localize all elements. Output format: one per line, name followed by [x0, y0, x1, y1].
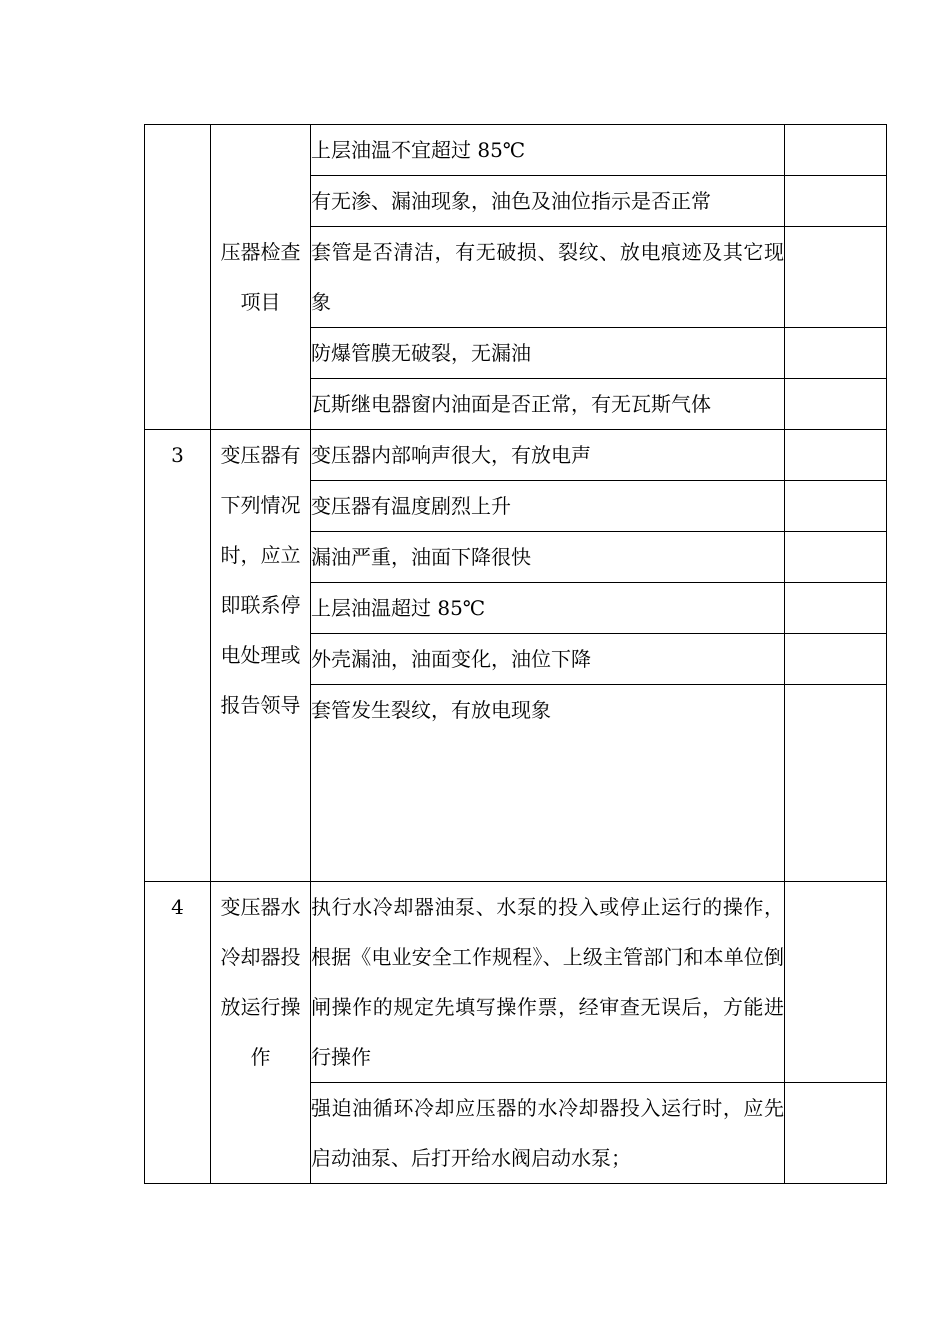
check-item-cell: 上层油温不宜超过 85℃: [311, 125, 785, 176]
result-cell: [785, 1083, 887, 1184]
item-number-cell: 3: [145, 430, 211, 882]
result-cell: [785, 583, 887, 634]
result-cell: [785, 685, 887, 882]
result-cell: [785, 227, 887, 328]
result-cell: [785, 176, 887, 227]
check-item-cell: 外壳漏油，油面变化，油位下降: [311, 634, 785, 685]
item-number-cell: 4: [145, 882, 211, 1184]
category-cell: [211, 882, 311, 1184]
result-cell: [785, 430, 887, 481]
item-number-cell: [145, 125, 211, 430]
check-item-cell: 有无渗、漏油现象，油色及油位指示是否正常: [311, 176, 785, 227]
check-item-cell: 强迫油循环冷却应压器的水冷却器投入运行时，应先启动油泵、后打开给水阀启动水泵；: [311, 1083, 785, 1184]
category-text: 变压器水冷却器投放运行操作: [220, 895, 301, 1069]
inspection-table: [144, 124, 887, 1184]
table-row: [145, 430, 887, 481]
category-cell: [211, 125, 311, 430]
category-cell: [211, 430, 311, 882]
result-cell: [785, 634, 887, 685]
table-row: [145, 882, 887, 1083]
table-row: [145, 125, 887, 176]
category-text: 变压器有下列情况时，应立即联系停电处理或报告领导: [220, 443, 301, 717]
result-cell: [785, 481, 887, 532]
check-item-cell: 漏油严重，油面下降很快: [311, 532, 785, 583]
result-cell: [785, 379, 887, 430]
category-text: 压器检查项目: [220, 240, 301, 314]
check-item-cell: 变压器有温度剧烈上升: [311, 481, 785, 532]
result-cell: [785, 882, 887, 1083]
check-item-cell: 防爆管膜无破裂，无漏油: [311, 328, 785, 379]
result-cell: [785, 532, 887, 583]
check-item-cell: 套管发生裂纹，有放电现象: [311, 685, 785, 882]
result-cell: [785, 328, 887, 379]
check-item-cell: 瓦斯继电器窗内油面是否正常，有无瓦斯气体: [311, 379, 785, 430]
result-cell: [785, 125, 887, 176]
check-item-cell: 执行水冷却器油泵、水泵的投入或停止运行的操作，根据《电业安全工作规程》、上级主管部门和本单位倒闸操作的规定先填写操作票，经审查无误后，方能进行操作: [311, 882, 785, 1083]
check-item-cell: 变压器内部响声很大，有放电声: [311, 430, 785, 481]
check-item-cell: 上层油温超过 85℃: [311, 583, 785, 634]
check-item-cell: 套管是否清洁，有无破损、裂纹、放电痕迹及其它现象: [311, 227, 785, 328]
